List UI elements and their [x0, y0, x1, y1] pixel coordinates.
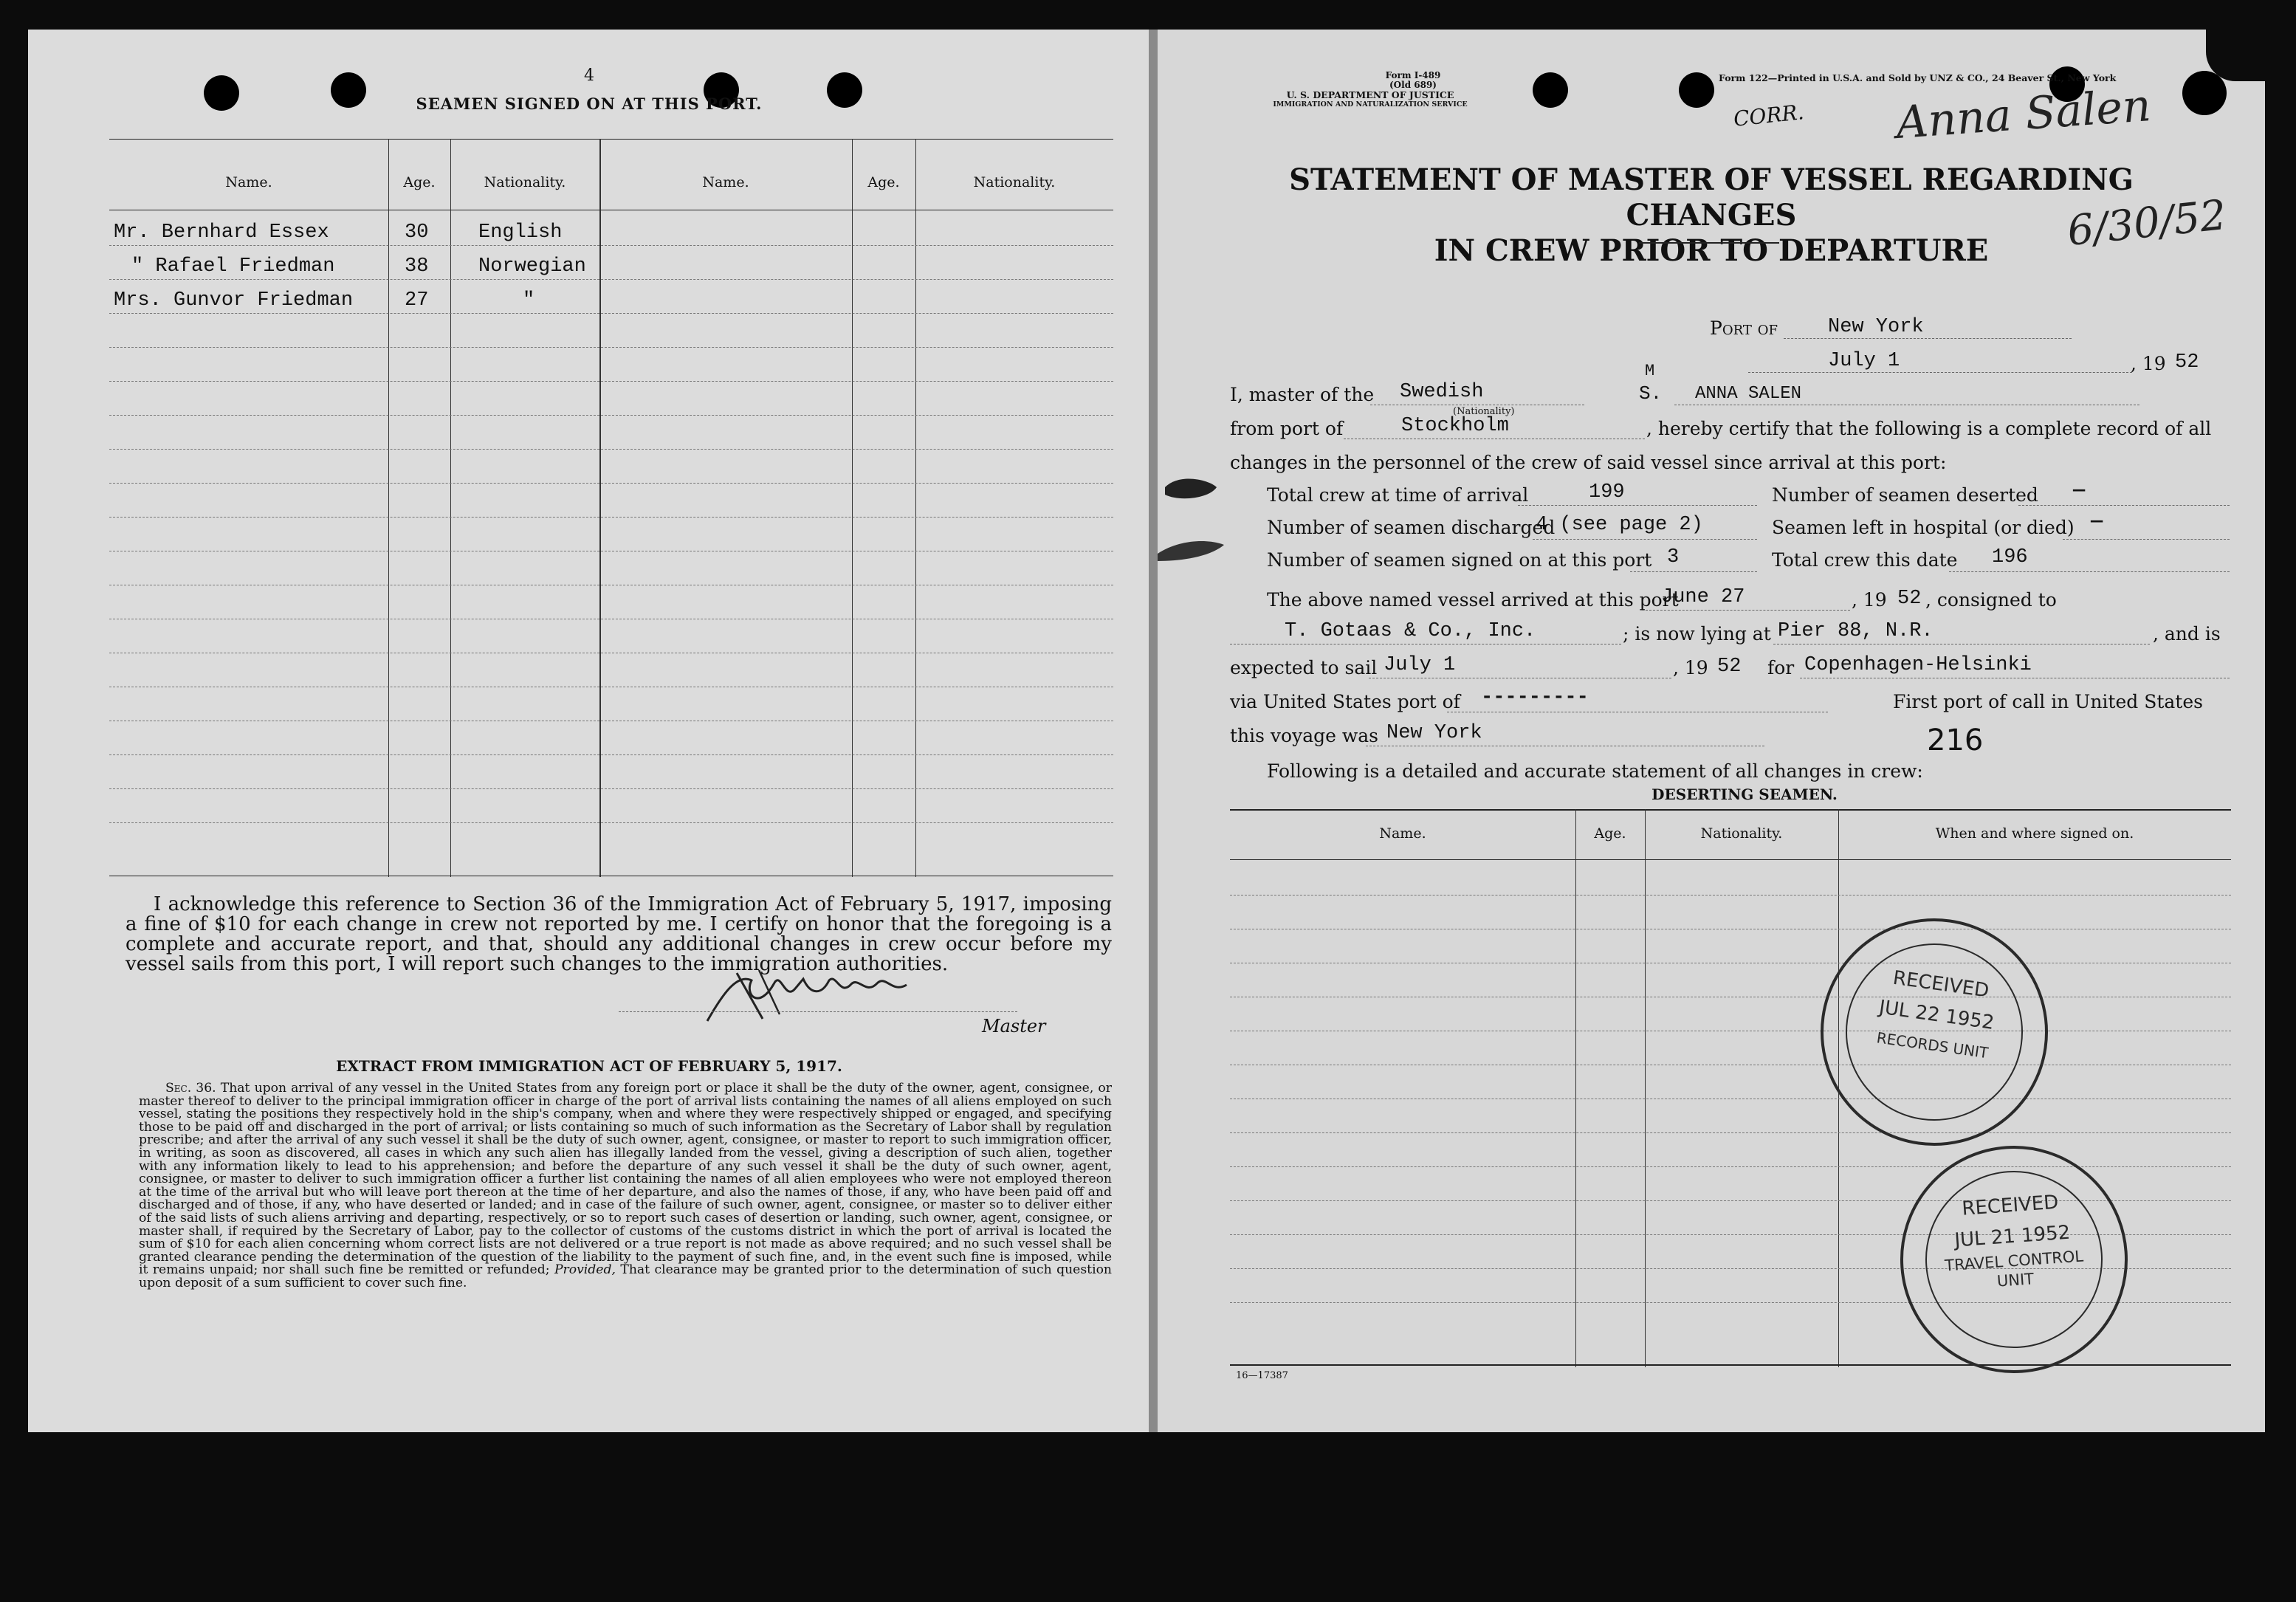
arrived-label: The above named vessel arrived at this port	[1267, 589, 1679, 611]
signed-on-value: 3	[1667, 546, 1680, 568]
section-provided: Provided,	[554, 1262, 616, 1278]
number-216: 216	[1927, 723, 1984, 757]
nationality-value: Swedish	[1400, 381, 1484, 403]
seamen-signed-on-table	[109, 139, 1113, 877]
table-title: SEAMEN SIGNED ON AT THIS PORT.	[416, 94, 763, 113]
hospital-label: Seamen left in hospital (or died)	[1772, 517, 2075, 538]
section-end: That clearance may be granted prior to the determination of such question upon deposit of a sum sufficient to cover such fine.	[139, 1262, 1112, 1290]
via-label: via United States port of	[1230, 691, 1460, 712]
deserted-value: —	[2073, 480, 2086, 502]
department: U. S. DEPARTMENT OF JUSTICE	[1286, 89, 1454, 100]
right-page	[1158, 30, 2265, 1432]
and-is-label: , and is	[2153, 623, 2221, 644]
certify-text: , hereby certify that the following is a complete record of all	[1646, 418, 2212, 439]
deserted-label: Number of seamen deserted	[1772, 484, 2038, 506]
column-header-age: Age.	[403, 174, 436, 190]
consigned-label: , consigned to	[1925, 589, 2057, 611]
for-label: for	[1767, 657, 1795, 678]
for-value: Copenhagen-Helsinki	[1804, 654, 2032, 676]
voyage-label: this voyage was	[1230, 725, 1379, 746]
vessel-type: S.	[1639, 382, 1663, 405]
deserting-title: DESERTING SEAMEN.	[1651, 785, 1838, 803]
form-old-number: (Old 689)	[1389, 80, 1437, 90]
following-text: Following is a detailed and accurate statement of all changes in crew:	[1267, 760, 1923, 782]
form-header	[1332, 71, 1494, 90]
column-header-name: Name.	[225, 174, 272, 190]
total-arrival-label: Total crew at time of arrival	[1267, 484, 1529, 506]
seaman-nationality: English	[478, 221, 563, 244]
printer-note: Form 122—Printed in U.S.A. and Sold by UNZ & CO., 24 Beaver St., New York	[1719, 72, 2117, 83]
form-code: 16—17387	[1236, 1370, 1288, 1381]
handwritten-corr: CORR.	[1732, 100, 1805, 131]
master-signature	[692, 951, 944, 1032]
voyage-value: New York	[1386, 722, 1482, 744]
seaman-age: 30	[405, 221, 429, 244]
from-port-value: Stockholm	[1401, 415, 1509, 437]
section-36-text	[139, 1082, 1112, 1290]
discharged-label: Number of seamen discharged	[1267, 517, 1556, 538]
form-number: Form I-489	[1385, 70, 1441, 80]
port-of-label: Port of	[1710, 317, 1778, 339]
seaman-name: Mrs. Gunvor Friedman	[114, 289, 354, 312]
sail-year-prefix: , 19	[1673, 657, 1708, 678]
page-number: 4	[584, 66, 594, 85]
vessel-type-over: M	[1645, 362, 1655, 380]
arrived-year: 52	[1897, 588, 1922, 610]
title-line-2: IN CREW PRIOR TO DEPARTURE	[1434, 233, 1989, 268]
paper-clip-mark	[1150, 458, 1231, 591]
stamp-received-label: RECEIVED	[1891, 966, 1990, 1003]
column-header-nationality: Nationality.	[973, 174, 1056, 190]
form-title	[1231, 162, 2191, 269]
left-page	[28, 30, 1150, 1432]
year-prefix: , 19	[2131, 353, 2166, 374]
date-value: July 1	[1828, 350, 1900, 372]
seaman-name: Mr. Bernhard Essex	[114, 221, 329, 244]
column-header-name: Name.	[702, 174, 749, 190]
column-header-nationality: Nationality.	[1700, 825, 1783, 842]
column-header-signed-on: When and where signed on.	[1935, 825, 2134, 842]
sail-label: expected to sail	[1230, 657, 1378, 678]
hospital-value: —	[2091, 511, 2103, 533]
port-of-value: New York	[1828, 316, 1924, 338]
acknowledgement-text: I acknowledge this reference to Section 36 of the Immigration Act of February 5, 1917, imposing a fine of $10 for each change in crew not reported by me. I certify on honor that the foregoing is a complete and accurate report, and that, should any additional changes in crew occur before my vessel sails from this port, I will report such changes to the immigration authorities.	[126, 893, 1112, 975]
seaman-age: 38	[405, 255, 429, 278]
lying-label: ; is now lying at	[1623, 623, 1771, 644]
discharged-value: 4 (see page 2)	[1536, 514, 1703, 536]
vessel-name: ANNA SALEN	[1695, 384, 1802, 404]
from-port-label: from port of	[1230, 418, 1344, 439]
arrived-year-prefix: , 19	[1852, 589, 1887, 611]
handwritten-vessel: Anna Salen	[1894, 80, 2153, 149]
stamp-date: JUL 21 1952	[1953, 1221, 2072, 1252]
stamp-received-label: RECEIVED	[1961, 1191, 2060, 1220]
extract-title: EXTRACT FROM IMMIGRATION ACT OF FEBRUARY 5, 1917.	[336, 1057, 842, 1075]
punch-hole	[1679, 72, 1714, 108]
column-header-name: Name.	[1379, 825, 1426, 842]
seaman-nationality: Norwegian	[478, 255, 586, 278]
column-header-age: Age.	[1594, 825, 1626, 842]
consignee-value: T. Gotaas & Co., Inc.	[1285, 620, 1536, 642]
department-header	[1237, 90, 1503, 109]
handwritten-date: 6/30/52	[2065, 190, 2229, 256]
changes-text: changes in the personnel of the crew of said vessel since arrival at this port:	[1230, 452, 1947, 473]
via-value: ---------	[1481, 687, 1589, 709]
stamp-unit: UNIT	[1996, 1270, 2035, 1290]
title-line-1: STATEMENT OF MASTER OF VESSEL REGARDING CHANGES	[1289, 162, 2134, 233]
column-header-age: Age.	[867, 174, 900, 190]
stamp-unit: RECORDS UNIT	[1875, 1028, 1990, 1062]
total-arrival-value: 199	[1589, 481, 1625, 503]
stamp-date: JUL 22 1952	[1877, 996, 1996, 1035]
year-value: 52	[2175, 351, 2199, 374]
punch-hole	[1533, 72, 1568, 108]
total-date-label: Total crew this date	[1772, 549, 1958, 571]
stamp-unit: TRAVEL CONTROL	[1944, 1247, 2084, 1275]
signed-on-label: Number of seamen signed on at this port	[1267, 549, 1652, 571]
service: IMMIGRATION AND NATURALIZATION SERVICE	[1273, 100, 1468, 109]
acknowledgement	[126, 895, 1112, 974]
total-date-value: 196	[1992, 546, 2028, 568]
section-label: Sec. 36.	[165, 1081, 216, 1096]
master-label: Master	[982, 1016, 1046, 1037]
sail-value: July 1	[1384, 654, 1456, 676]
section-body: That upon arrival of any vessel in the United States from any foreign port or place it shall be the duty of the owner, agent, consignee, or master thereof to deliver to the principal immigration officer in charge of the port of arrival lists containing the names of all aliens employed on such vessel, stating the positions they respectively hold in the ship's company, when and where they were respectively shipped or engaged, and specifying those to be paid off and discharged in the port of arrival; or lists containing so much of such information as the Secretary of Labor shall by regulation prescribe; and after the arrival of any such vessel it shall be the duty of such owner, agent, consignee, or master to report to such immigration officer, in writing, as soon as discovered, all cases in which any such alien has illegally landed from the vessel, giving a description of such alien, together with any information likely to lead to his apprehension; and before the departure of any such vessel it shall be the duty of such owner, agent, consignee, or master to deliver to such immigration officer a further list containing the names of all alien employees who were not employed thereon at the time of the arrival but who will leave port thereon at the time of her departure, and also the names of those, if any, who have been paid off and discharged and of those, if any, who have deserted or landed; and in case of the failure of such owner, agent, consignee, or master so to deliver either of the said lists of such aliens arriving and departing, respectively, or so to report such cases of desertion or landing, such owner, agent, consignee, or master shall, if required by the Secretary of Labor, pay to the collector of customs of the customs district in which the port of arrival is located the sum of $10 for each alien concerning whom correct lists are not delivered or a true report is not made as above required; and no such vessel shall be granted clearance pending the determination of the question of the liability to the payment of such fine, and, in the event such fine is imposed, while it remains unpaid; nor shall such fine be remitted or refunded;	[139, 1081, 1112, 1278]
sail-year: 52	[1717, 656, 1742, 678]
seaman-nationality: "	[523, 289, 535, 312]
lying-value: Pier 88, N.R.	[1778, 620, 1934, 642]
first-port-label: First port of call in United States	[1893, 691, 2203, 712]
seaman-age: 27	[405, 289, 429, 312]
arrived-value: June 27	[1661, 586, 1745, 608]
seaman-name: " Rafael Friedman	[131, 255, 335, 278]
column-header-nationality: Nationality.	[484, 174, 566, 190]
nationality-caption: (Nationality)	[1453, 406, 1515, 417]
master-of-label: I, master of the	[1230, 384, 1375, 405]
